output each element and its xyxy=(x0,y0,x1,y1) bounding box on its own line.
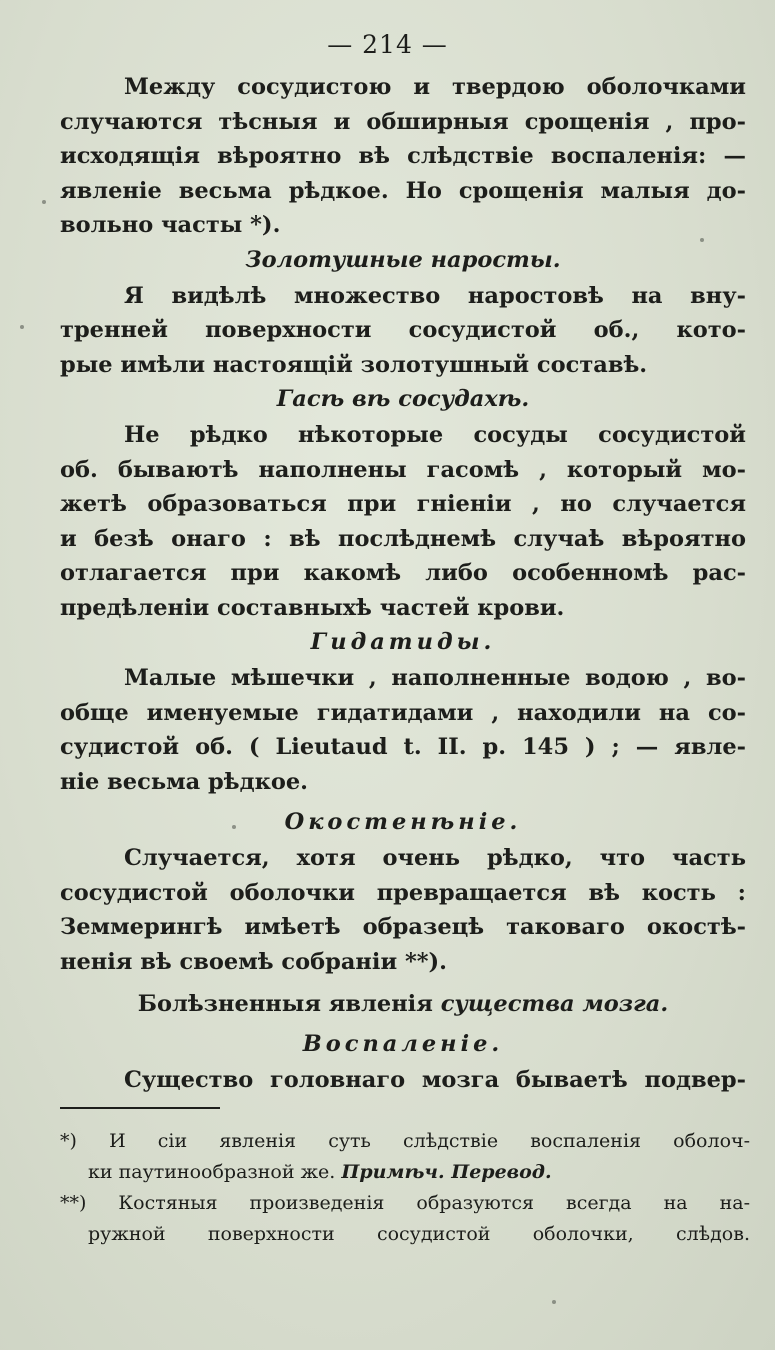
heading-text-italic: существа мозга. xyxy=(440,991,669,1017)
text-line: предѣленіи составныхѣ частей крови. xyxy=(60,594,565,621)
text-line: ненія вѣ своемѣ собраніи **). xyxy=(60,948,447,975)
paper-speck xyxy=(552,1300,556,1304)
text-line: Случается, хотя очень рѣдко, что часть xyxy=(124,845,746,871)
text-line: ніе весьма рѣдкое. xyxy=(60,768,308,795)
text-line: Между сосудистою и твердою оболочками xyxy=(124,74,746,100)
text-line: Я видѣлѣ множество наростовѣ на вну- xyxy=(124,282,746,309)
section-heading-inflammation: Воспаленіе. xyxy=(302,1031,504,1057)
footnote-1-line xyxy=(60,1157,750,1188)
text-line: об. бываютѣ наполнены гасомѣ , который мо- xyxy=(60,456,746,483)
section-heading-ossification: Окостенѣніе. xyxy=(284,809,522,835)
text-line: вольно часты *). xyxy=(60,212,281,238)
main-text xyxy=(60,70,746,1098)
paper-speck xyxy=(42,200,46,204)
footnote-2-line: **) Костяныя произведенія образуются всегда на на- xyxy=(60,1192,750,1214)
footnote-1-text: ки паутинообразной же. xyxy=(88,1161,336,1183)
section-heading-scrofulous: Золотушные наросты. xyxy=(245,246,561,273)
text-line: сосудистой оболочки превращается вѣ кость : xyxy=(60,879,746,906)
section-heading-gas: Гасѣ вѣ сосудахѣ. xyxy=(276,386,530,412)
paper-speck xyxy=(700,238,704,242)
heading-text-plain: Болѣзненныя явленія xyxy=(137,991,433,1017)
text-line: случаются тѣсныя и обширныя срощенія , про- xyxy=(60,108,746,135)
text-line: Земмерингѣ имѣетѣ образецѣ таковаго окостѣ- xyxy=(60,914,746,940)
section-heading-brain-substance xyxy=(60,979,746,1027)
text-line: рые имѣли настоящій золотушный составѣ. xyxy=(60,351,648,378)
text-line: судистой об. ( Lieutaud t. II. p. 145 ) ; — явле- xyxy=(60,734,746,760)
text-line: и безѣ онаго : вѣ послѣднемѣ случаѣ вѣроятно xyxy=(60,525,746,552)
footnotes xyxy=(60,1126,750,1250)
section-heading-hydatids: Гидатиды. xyxy=(310,629,496,655)
text-line: исходящія вѣроятно вѣ слѣдствіе воспаленія: — xyxy=(60,143,746,169)
text-line: жетѣ образоваться при гніеніи , но случается xyxy=(60,491,746,517)
text-line: явленіе весьма рѣдкое. Но срощенія малыя до- xyxy=(60,177,746,204)
text-line: тренней поверхности сосудистой об., кото- xyxy=(60,317,746,343)
footnote-2-line: ружной поверхности сосудистой оболочки, слѣдов. xyxy=(88,1223,750,1245)
page-number: — 214 — xyxy=(327,30,448,59)
paper-speck xyxy=(232,825,236,829)
footnote-1-line: *) И сіи явленія суть слѣдствіе воспаленія оболоч- xyxy=(60,1130,750,1152)
text-line: Не рѣдко нѣкоторые сосуды сосудистой xyxy=(124,422,746,448)
footnote-rule xyxy=(60,1107,220,1109)
text-line: Существо головнаго мозга бываетѣ подвер- xyxy=(124,1067,746,1093)
text-line: отлагается при какомѣ либо особенномѣ рас- xyxy=(60,560,746,586)
text-line: Малые мѣшечки , наполненные водою , во- xyxy=(124,665,746,691)
paper-speck xyxy=(20,325,24,329)
text-line: обще именуемые гидатидами , находили на со- xyxy=(60,699,746,726)
translator-note: Примѣч. Перевод. xyxy=(341,1161,552,1183)
